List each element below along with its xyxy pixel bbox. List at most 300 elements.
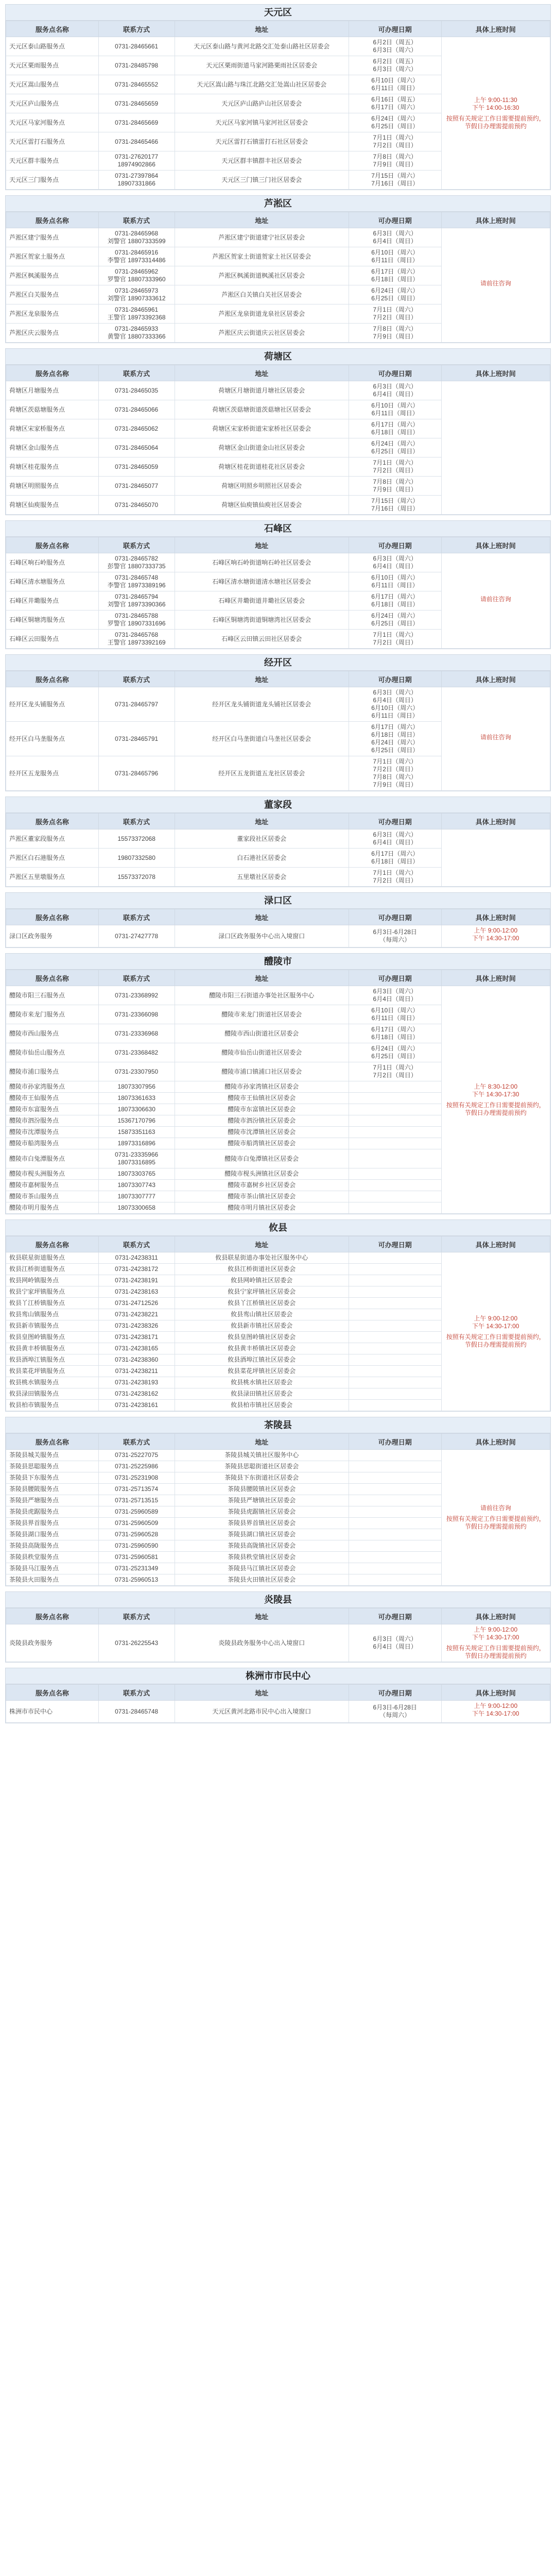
- address: 董家段社区居委会: [175, 829, 349, 849]
- address: 荷塘区月塘街道月塘社区居委会: [175, 381, 349, 400]
- column-header: 具体上班时间: [441, 365, 550, 381]
- service-point-name: 攸县酒埠江镇服务点: [6, 1354, 99, 1366]
- table-row: [6, 228, 550, 247]
- available-date: 6月10日（周六） 6月11日（周日）: [349, 247, 441, 266]
- address: 石峰区铜塘湾街道铜塘湾社区居委会: [175, 611, 349, 630]
- contact-phone: 0731-28465968 刘警官 18807333599: [98, 228, 175, 247]
- address: 茶陵县下东街道社区居委会: [175, 1472, 349, 1484]
- address: 茶陵县虎踞镇社区居委会: [175, 1506, 349, 1518]
- contact-phone: 0731-24238191: [98, 1275, 175, 1286]
- address: 茶陵县火田镇社区居委会: [175, 1574, 349, 1586]
- working-hours-text: 上午 8:30-12:00 下午 14:30-17:30: [472, 1082, 519, 1098]
- service-point-name: 株洲市市民中心: [6, 1701, 99, 1723]
- available-date: [349, 1168, 441, 1180]
- contact-phone: 0731-25960509: [98, 1518, 175, 1529]
- service-table: [6, 212, 550, 343]
- available-date: 7月8日（周六） 7月9日（周日）: [349, 151, 441, 171]
- region-section: [5, 1417, 551, 1586]
- column-header: 具体上班时间: [441, 1434, 550, 1450]
- header-row: [6, 1685, 550, 1701]
- service-point-name: 醴陵市来龙门服务点: [6, 1005, 99, 1024]
- service-table: [6, 813, 550, 887]
- header-row: [6, 814, 550, 829]
- column-header: 联系方式: [98, 21, 175, 37]
- available-date: 6月3日（周六） 6月4日（周日）: [349, 829, 441, 849]
- service-point-name: 醴陵市枧头洲服务点: [6, 1168, 99, 1180]
- available-date: 7月15日（周六） 7月16日（周日）: [349, 496, 441, 515]
- service-point-name: 渌口区政务服务: [6, 925, 99, 947]
- region-section: [5, 4, 551, 190]
- region-title: 攸县: [6, 1220, 550, 1236]
- contact-phone: 0731-24238221: [98, 1309, 175, 1320]
- available-date: 7月8日（周六） 7月9日（周日）: [349, 324, 441, 343]
- available-date: [349, 1484, 441, 1495]
- available-date: [349, 1180, 441, 1191]
- column-header: 联系方式: [98, 909, 175, 925]
- column-header: 可办理日期: [349, 1685, 441, 1701]
- contact-phone: 0731-28465669: [98, 113, 175, 132]
- service-point-name: 攸县网岭镇服务点: [6, 1275, 99, 1286]
- service-point-name: 茶陵县严塘服务点: [6, 1495, 99, 1506]
- service-point-name: 荷塘区茨菇塘服务点: [6, 400, 99, 419]
- contact-phone: 0731-28465552: [98, 75, 175, 94]
- address: 炎陵县政务服务中心出入境窗口: [175, 1624, 349, 1662]
- column-header: 服务点名称: [6, 909, 99, 925]
- address: 荷塘区仙庾镇仙庾社区居委会: [175, 496, 349, 515]
- contact-phone: 0731-24238193: [98, 1377, 175, 1388]
- contact-phone: 18973316896: [98, 1138, 175, 1149]
- region-section: [5, 953, 551, 1214]
- working-hours: [441, 1701, 550, 1723]
- service-point-name: 醴陵市明月服务点: [6, 1202, 99, 1214]
- region-section: [5, 796, 551, 887]
- address: 醴陵市阳三石街道办事处社区服务中心: [175, 986, 349, 1005]
- service-point-name: 醴陵市王仙服务点: [6, 1093, 99, 1104]
- contact-phone: 15573372068: [98, 829, 175, 849]
- contact-phone: 0731-25231908: [98, 1472, 175, 1484]
- working-hours-text: 请前往咨询: [480, 595, 511, 603]
- service-point-name: 芦淞区五里墩服务点: [6, 868, 99, 887]
- column-header: 地址: [175, 909, 349, 925]
- column-header: 可办理日期: [349, 814, 441, 829]
- address: 醴陵市泗汾镇社区居委会: [175, 1115, 349, 1127]
- service-point-name: 攸县江桥街道服务点: [6, 1264, 99, 1275]
- contact-phone: 0731-24238163: [98, 1286, 175, 1298]
- service-point-name: 茶陵县火田服务点: [6, 1574, 99, 1586]
- service-point-name: 经开区白马垄服务点: [6, 722, 99, 756]
- column-header: 地址: [175, 212, 349, 228]
- contact-phone: 0731-24712526: [98, 1298, 175, 1309]
- appointment-note: 按照有关规定工作日需要提前预约，节假日办理需提前预约: [446, 1645, 545, 1659]
- service-point-name: 攸县黄丰桥镇服务点: [6, 1343, 99, 1354]
- service-point-name: 茶陵县秩堂服务点: [6, 1552, 99, 1563]
- column-header: 具体上班时间: [441, 671, 550, 687]
- service-table: [6, 21, 550, 190]
- column-header: 服务点名称: [6, 671, 99, 687]
- region-title: 董家段: [6, 797, 550, 813]
- available-date: [349, 1472, 441, 1484]
- available-date: 7月1日（周六） 7月2日（周日） 7月8日（周六） 7月9日（周日）: [349, 756, 441, 791]
- contact-phone: 18073303765: [98, 1168, 175, 1180]
- contact-phone: 0731-28465748: [98, 1701, 175, 1723]
- available-date: 6月3日（周六） 6月4日（周日） 6月10日（周六） 6月11日（周日）: [349, 687, 441, 722]
- address: 醴陵市沈潭镇社区居委会: [175, 1127, 349, 1138]
- contact-phone: 0731-28465748 李警官 18973389196: [98, 572, 175, 591]
- service-table: [6, 970, 550, 1214]
- contact-phone: 0731-28465933 黄警官 18807333366: [98, 324, 175, 343]
- contact-phone: 0731-25713515: [98, 1495, 175, 1506]
- service-point-name: 石峰区响石岭服务点: [6, 553, 99, 572]
- contact-phone: 0731-28465659: [98, 94, 175, 113]
- available-date: 6月24日（周六） 6月25日（周日）: [349, 113, 441, 132]
- contact-phone: 0731-28465077: [98, 477, 175, 496]
- service-point-name: 醴陵市白兔潭服务点: [6, 1149, 99, 1168]
- column-header: 地址: [175, 1434, 349, 1450]
- available-date: [349, 1343, 441, 1354]
- service-point-name: 攸县柏市镇服务点: [6, 1400, 99, 1411]
- region-title: 荷塘区: [6, 349, 550, 365]
- available-date: 7月1日（周六） 7月2日（周日）: [349, 457, 441, 477]
- service-point-name: 攸县皇图岭镇服务点: [6, 1332, 99, 1343]
- available-date: [349, 1115, 441, 1127]
- address: 醴陵市仙岳山街道社区居委会: [175, 1043, 349, 1062]
- column-header: 联系方式: [98, 1236, 175, 1252]
- address: 白石港社区居委会: [175, 849, 349, 868]
- available-date: 6月2日（周五） 6月3日（周六）: [349, 37, 441, 56]
- region-title: 芦淞区: [6, 196, 550, 212]
- contact-phone: 0731-28465064: [98, 438, 175, 457]
- header-row: [6, 1434, 550, 1450]
- address: 渌口区政务服务中心出入境窗口: [175, 925, 349, 947]
- address: 五里墩社区居委会: [175, 868, 349, 887]
- contact-phone: 0731-25960513: [98, 1574, 175, 1586]
- available-date: [349, 1286, 441, 1298]
- table-row: [6, 829, 550, 849]
- column-header: 可办理日期: [349, 970, 441, 986]
- contact-phone: 18073361633: [98, 1093, 175, 1104]
- address: 醴陵市来龙门街道社区居委会: [175, 1005, 349, 1024]
- appointment-note: 按照有关规定工作日需要提前预约，节假日办理需提前预约: [446, 1101, 545, 1116]
- column-header: 服务点名称: [6, 1236, 99, 1252]
- address: 攸县宁家坪镇社区居委会: [175, 1286, 349, 1298]
- contact-phone: 0731-28465973 刘警官 18907333612: [98, 285, 175, 304]
- column-header: 服务点名称: [6, 537, 99, 553]
- region-title: 醴陵市: [6, 954, 550, 970]
- contact-phone: 0731-24238162: [98, 1388, 175, 1400]
- column-header: 可办理日期: [349, 671, 441, 687]
- column-header: 地址: [175, 1236, 349, 1252]
- service-point-name: 醴陵市茶山服务点: [6, 1191, 99, 1202]
- address: 芦淞区白关镇白关社区居委会: [175, 285, 349, 304]
- available-date: [349, 1149, 441, 1168]
- contact-phone: 0731-24238211: [98, 1366, 175, 1377]
- available-date: [349, 1461, 441, 1472]
- service-table: [6, 671, 550, 791]
- table-row: [6, 37, 550, 56]
- contact-phone: 0731-28465916 李警官 18973314486: [98, 247, 175, 266]
- service-point-name: 芦淞区龙泉服务点: [6, 304, 99, 324]
- contact-phone: 0731-26225543: [98, 1624, 175, 1662]
- service-point-name: 醴陵市嘉树服务点: [6, 1180, 99, 1191]
- address: 荷塘区宋家桥街道宋家桥社区居委会: [175, 419, 349, 438]
- column-header: 地址: [175, 1685, 349, 1701]
- table-row: [6, 1701, 550, 1723]
- contact-phone: 0731-28465066: [98, 400, 175, 419]
- address: 茶陵县城关镇社区服务中心: [175, 1450, 349, 1461]
- column-header: 联系方式: [98, 1685, 175, 1701]
- service-point-name: 芦淞区贺家土服务点: [6, 247, 99, 266]
- service-point-name: 茶陵县城关服务点: [6, 1450, 99, 1461]
- column-header: 地址: [175, 970, 349, 986]
- available-date: 7月1日（周六） 7月2日（周日）: [349, 868, 441, 887]
- service-point-name: 茶陵县界首服务点: [6, 1518, 99, 1529]
- available-date: [349, 1104, 441, 1115]
- address: 天元区泰山路与黄河北路交汇处泰山路社区居委会: [175, 37, 349, 56]
- header-row: [6, 1608, 550, 1624]
- address: 茶陵县湖口镇社区居委会: [175, 1529, 349, 1540]
- available-date: 6月10日（周六） 6月11日（周日）: [349, 1005, 441, 1024]
- service-point-name: 经开区龙头铺服务点: [6, 687, 99, 722]
- contact-phone: 0731-24238311: [98, 1252, 175, 1264]
- address: 攸县网岭镇社区居委会: [175, 1275, 349, 1286]
- contact-phone: 0731-27620177 18974902866: [98, 151, 175, 171]
- column-header: 地址: [175, 1608, 349, 1624]
- column-header: 联系方式: [98, 537, 175, 553]
- column-header: 服务点名称: [6, 970, 99, 986]
- service-point-name: 天元区三门服务点: [6, 171, 99, 190]
- service-point-name: 醴陵市阳三石服务点: [6, 986, 99, 1005]
- service-point-name: 茶陵县思聪服务点: [6, 1461, 99, 1472]
- address: 醴陵市茶山镇社区居委会: [175, 1191, 349, 1202]
- working-hours-text: 上午 9:00-12:00 下午 14:30-17:00: [472, 927, 519, 942]
- available-date: 6月24日（周六） 6月25日（周日）: [349, 1043, 441, 1062]
- contact-phone: 0731-28485798: [98, 56, 175, 75]
- address: 攸县桃水镇社区居委会: [175, 1377, 349, 1388]
- service-point-name: 荷塘区明照服务点: [6, 477, 99, 496]
- available-date: [349, 1320, 441, 1332]
- contact-phone: 0731-24238172: [98, 1264, 175, 1275]
- service-point-name: 石峰区清水塘服务点: [6, 572, 99, 591]
- available-date: [349, 1202, 441, 1214]
- header-row: [6, 909, 550, 925]
- address: 醴陵市枧头洲镇社区居委会: [175, 1168, 349, 1180]
- service-table: [6, 1608, 550, 1662]
- service-point-name: 茶陵县虎踞服务点: [6, 1506, 99, 1518]
- working-hours: [441, 37, 550, 190]
- service-point-name: 炎陵县政务服务: [6, 1624, 99, 1662]
- column-header: 服务点名称: [6, 212, 99, 228]
- working-hours-text: 上午 9:00-12:00 下午 14:30-17:00: [472, 1702, 519, 1717]
- available-date: 6月3日（周六） 6月4日（周日）: [349, 228, 441, 247]
- address: 荷塘区茨菇塘街道茨菇塘社区居委会: [175, 400, 349, 419]
- contact-phone: 0731-28465768 王警官 18973392169: [98, 630, 175, 649]
- contact-phone: 15873351163: [98, 1127, 175, 1138]
- working-hours-text: 上午 9:00-11:30 下午 14:00-16:30: [472, 96, 519, 111]
- service-point-name: 天元区栗雨服务点: [6, 56, 99, 75]
- service-point-name: 攸县渌田镇服务点: [6, 1388, 99, 1400]
- address: 天元区庐山路庐山社区居委会: [175, 94, 349, 113]
- available-date: 6月10日（周六） 6月11日（周日）: [349, 400, 441, 419]
- service-point-name: 醴陵市沈潭服务点: [6, 1127, 99, 1138]
- service-point-name: 茶陵县下东服务点: [6, 1472, 99, 1484]
- contact-phone: 0731-28465466: [98, 132, 175, 151]
- contact-phone: 0731-24238360: [98, 1354, 175, 1366]
- service-point-name: 茶陵县高陇服务点: [6, 1540, 99, 1552]
- column-header: 具体上班时间: [441, 814, 550, 829]
- contact-phone: 18073307743: [98, 1180, 175, 1191]
- contact-phone: 0731-28465059: [98, 457, 175, 477]
- header-row: [6, 21, 550, 37]
- table-row: [6, 687, 550, 722]
- available-date: [349, 1309, 441, 1320]
- address: 芦淞区建宁街道建宁社区居委会: [175, 228, 349, 247]
- contact-phone: 0731-23336968: [98, 1024, 175, 1043]
- address: 芦淞区龙泉街道龙泉社区居委会: [175, 304, 349, 324]
- working-hours: [441, 553, 550, 649]
- column-header: 具体上班时间: [441, 537, 550, 553]
- address: 醴陵市西山街道社区居委会: [175, 1024, 349, 1043]
- available-date: 6月3日-6月28日 （每周六）: [349, 925, 441, 947]
- address: 芦淞区枫溪街道枫溪社区居委会: [175, 266, 349, 285]
- available-date: 6月24日（周六） 6月25日（周日）: [349, 285, 441, 304]
- table-row: [6, 381, 550, 400]
- available-date: [349, 1540, 441, 1552]
- column-header: 具体上班时间: [441, 1685, 550, 1701]
- contact-phone: 18073307777: [98, 1191, 175, 1202]
- column-header: 可办理日期: [349, 909, 441, 925]
- address: 天元区嵩山路与珠江北路交汇处嵩山社区居委会: [175, 75, 349, 94]
- address: 茶陵县秩堂镇社区居委会: [175, 1552, 349, 1563]
- region-section: [5, 654, 551, 791]
- region-section: [5, 1591, 551, 1663]
- contact-phone: 0731-28465791: [98, 722, 175, 756]
- address: 荷塘区桂花街道桂花社区居委会: [175, 457, 349, 477]
- address: 攸县皇图岭镇社区居委会: [175, 1332, 349, 1343]
- available-date: [349, 1264, 441, 1275]
- available-date: [349, 1138, 441, 1149]
- working-hours: [441, 381, 550, 515]
- service-point-name: 芦淞区白关服务点: [6, 285, 99, 304]
- address: 天元区雷打石镇雷打石社区居委会: [175, 132, 349, 151]
- address: 攸县江桥街道社区居委会: [175, 1264, 349, 1275]
- region-title: 天元区: [6, 5, 550, 21]
- available-date: [349, 1252, 441, 1264]
- column-header: 具体上班时间: [441, 212, 550, 228]
- address: 天元区栗雨街道马家河路栗雨社区居委会: [175, 56, 349, 75]
- address: 醴陵市浦口镇浦口社区居委会: [175, 1062, 349, 1081]
- available-date: [349, 1529, 441, 1540]
- contact-phone: 0731-25960581: [98, 1552, 175, 1563]
- service-point-name: 攸县鸾山镇服务点: [6, 1309, 99, 1320]
- service-point-name: 攸县新市镇服务点: [6, 1320, 99, 1332]
- address: 天元区群丰镇群丰社区居委会: [175, 151, 349, 171]
- service-point-name: 醴陵市西山服务点: [6, 1024, 99, 1043]
- contact-phone: 0731-28465797: [98, 687, 175, 722]
- service-point-name: 石峰区云田服务点: [6, 630, 99, 649]
- address: 芦淞区贺家土街道贺家土社区居委会: [175, 247, 349, 266]
- address: 经开区白马垄街道白马垄社区居委会: [175, 722, 349, 756]
- appointment-note: 按照有关规定工作日需要提前预约，节假日办理需提前预约: [446, 1333, 545, 1348]
- address: 茶陵县界首镇社区居委会: [175, 1518, 349, 1529]
- address: 攸县渌田镇社区居委会: [175, 1388, 349, 1400]
- address: 醴陵市明月镇社区居委会: [175, 1202, 349, 1214]
- header-row: [6, 212, 550, 228]
- service-point-name: 醴陵市孙家湾服务点: [6, 1081, 99, 1093]
- address: 石峰区云田镇云田社区居委会: [175, 630, 349, 649]
- address: 天元区黄河北路市民中心出入境窗口: [175, 1701, 349, 1723]
- column-header: 可办理日期: [349, 1608, 441, 1624]
- service-point-name: 茶陵县马江服务点: [6, 1563, 99, 1574]
- region-title: 茶陵县: [6, 1417, 550, 1433]
- column-header: 联系方式: [98, 1608, 175, 1624]
- address: 攸县黄丰桥镇社区居委会: [175, 1343, 349, 1354]
- table-row: [6, 1450, 550, 1461]
- contact-phone: 0731-24238161: [98, 1400, 175, 1411]
- service-point-name: 天元区庐山服务点: [6, 94, 99, 113]
- working-hours-text: 上午 9:00-12:00 下午 14:30-17:00: [472, 1626, 519, 1641]
- working-hours: [441, 925, 550, 947]
- contact-phone: 0731-28465062: [98, 419, 175, 438]
- column-header: 具体上班时间: [441, 909, 550, 925]
- service-point-name: 醴陵市泗汾服务点: [6, 1115, 99, 1127]
- region-section: [5, 520, 551, 649]
- available-date: 6月16日（周五） 6月17日（周六）: [349, 94, 441, 113]
- contact-phone: 19807332580: [98, 849, 175, 868]
- column-header: 服务点名称: [6, 1608, 99, 1624]
- address: 醴陵市王仙镇社区居委会: [175, 1093, 349, 1104]
- service-point-name: 芦淞区庆云服务点: [6, 324, 99, 343]
- contact-phone: 0731-28465788 罗警官 18907331696: [98, 611, 175, 630]
- table-row: [6, 1624, 550, 1662]
- working-hours: [441, 986, 550, 1214]
- header-row: [6, 970, 550, 986]
- address: 醴陵市东富镇社区居委会: [175, 1104, 349, 1115]
- available-date: [349, 1388, 441, 1400]
- contact-phone: 0731-27427778: [98, 925, 175, 947]
- available-date: [349, 1081, 441, 1093]
- contact-phone: 15367170796: [98, 1115, 175, 1127]
- region-section: [5, 348, 551, 515]
- header-row: [6, 671, 550, 687]
- service-point-name: 石峰区井墈服务点: [6, 591, 99, 611]
- available-date: [349, 1495, 441, 1506]
- contact-phone: 0731-28465962 罗警官 18807333960: [98, 266, 175, 285]
- available-date: [349, 1354, 441, 1366]
- available-date: 7月1日（周六） 7月2日（周日）: [349, 304, 441, 324]
- contact-phone: 0731-28465070: [98, 496, 175, 515]
- contact-phone: 18073306630: [98, 1104, 175, 1115]
- contact-phone: 0731-28465961 王警官 18973392368: [98, 304, 175, 324]
- address: 石峰区响石岭街道响石岭社区居委会: [175, 553, 349, 572]
- available-date: 7月1日（周六） 7月2日（周日）: [349, 132, 441, 151]
- region-section: [5, 195, 551, 343]
- address: 茶陵县马江镇社区居委会: [175, 1563, 349, 1574]
- column-header: 地址: [175, 671, 349, 687]
- column-header: 联系方式: [98, 970, 175, 986]
- service-point-name: 醴陵市东富服务点: [6, 1104, 99, 1115]
- column-header: 可办理日期: [349, 1434, 441, 1450]
- address: 醴陵市船湾镇社区居委会: [175, 1138, 349, 1149]
- column-header: 可办理日期: [349, 21, 441, 37]
- working-hours-text: 上午 9:00-12:00 下午 14:30-17:00: [472, 1314, 519, 1330]
- available-date: 6月24日（周六） 6月25日（周日）: [349, 611, 441, 630]
- service-point-name: 茶陵县腰陂服务点: [6, 1484, 99, 1495]
- contact-phone: 0731-28465035: [98, 381, 175, 400]
- region-title: 株洲市市民中心: [6, 1668, 550, 1684]
- available-date: 6月3日（周六） 6月4日（周日）: [349, 1624, 441, 1662]
- available-date: [349, 1518, 441, 1529]
- contact-phone: 0731-24238326: [98, 1320, 175, 1332]
